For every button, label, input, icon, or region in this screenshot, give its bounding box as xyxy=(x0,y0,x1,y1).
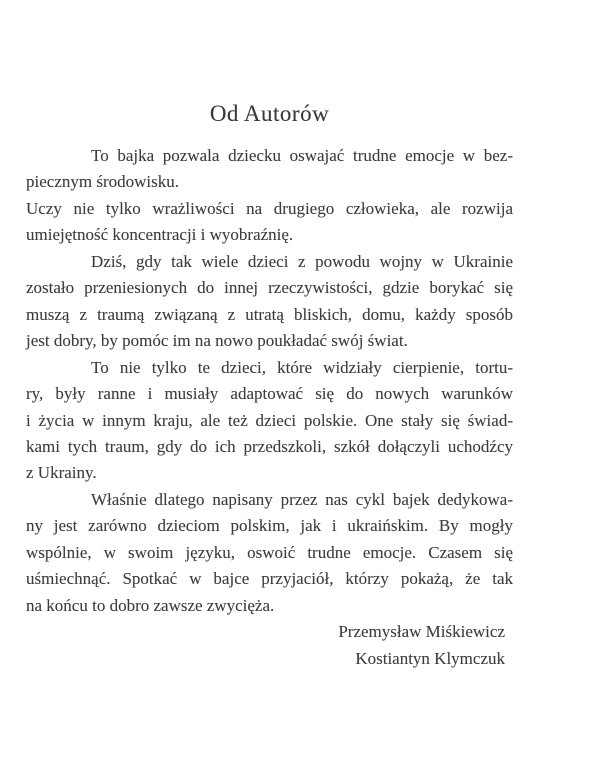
text-line: Dziś, gdy tak wiele dzieci z powodu wojny w Ukrainie xyxy=(91,251,513,271)
text-line: kami tych traum, gdy do ich przedszkoli, szkół dołączyli uchodźcy xyxy=(26,436,513,456)
signature-line: Kostiantyn Klymczuk xyxy=(355,648,505,668)
text-line: jest dobry, by pomóc im na nowo poukładać swój świat. xyxy=(26,331,408,351)
text-line: zostało przeniesionych do innej rzeczywistości, gdzie borykać się xyxy=(26,278,513,298)
page-title: Od Autorów xyxy=(209,101,330,126)
text-line: Właśnie dlatego napisany przez nas cykl bajek dedykowa- xyxy=(91,489,513,509)
text-line: To bajka pozwala dziecku oswajać trudne emocje w bez- xyxy=(91,146,513,165)
body-text xyxy=(26,143,513,672)
text-line: ny jest zarówno dzieciom polskim, jak i ukraińskim. By mogły xyxy=(26,516,513,536)
signatures xyxy=(26,619,513,672)
text-line: na końcu to dobro zawsze zwycięża. xyxy=(26,595,275,615)
text-line: wspólnie, w swoim języku, oswoić trudne emocje. Czasem się xyxy=(26,542,513,562)
signature-line: Przemysław Miśkiewicz xyxy=(338,622,505,642)
text-line: muszą z traumą związaną z utratą bliskich, domu, każdy sposób xyxy=(26,304,513,324)
text-line: piecznym środowisku. xyxy=(26,172,179,192)
text-line: z Ukrainy. xyxy=(26,463,97,483)
text-line: uśmiechnąć. Spotkać w bajce przyjaciół, którzy pokażą, że tak xyxy=(26,569,513,589)
text-line: ry, były ranne i musiały adaptować się do nowych warunków xyxy=(26,384,513,404)
text-line: umiejętność koncentracji i wyobraźnię. xyxy=(26,225,294,245)
text-line: To nie tylko te dzieci, które widziały cierpienie, tortu- xyxy=(91,357,513,377)
text-line: Uczy nie tylko wrażliwości na drugiego człowieka, ale rozwija xyxy=(26,198,513,218)
text-line: i życia w innym kraju, ale też dzieci polskie. One stały się świad- xyxy=(26,410,513,430)
